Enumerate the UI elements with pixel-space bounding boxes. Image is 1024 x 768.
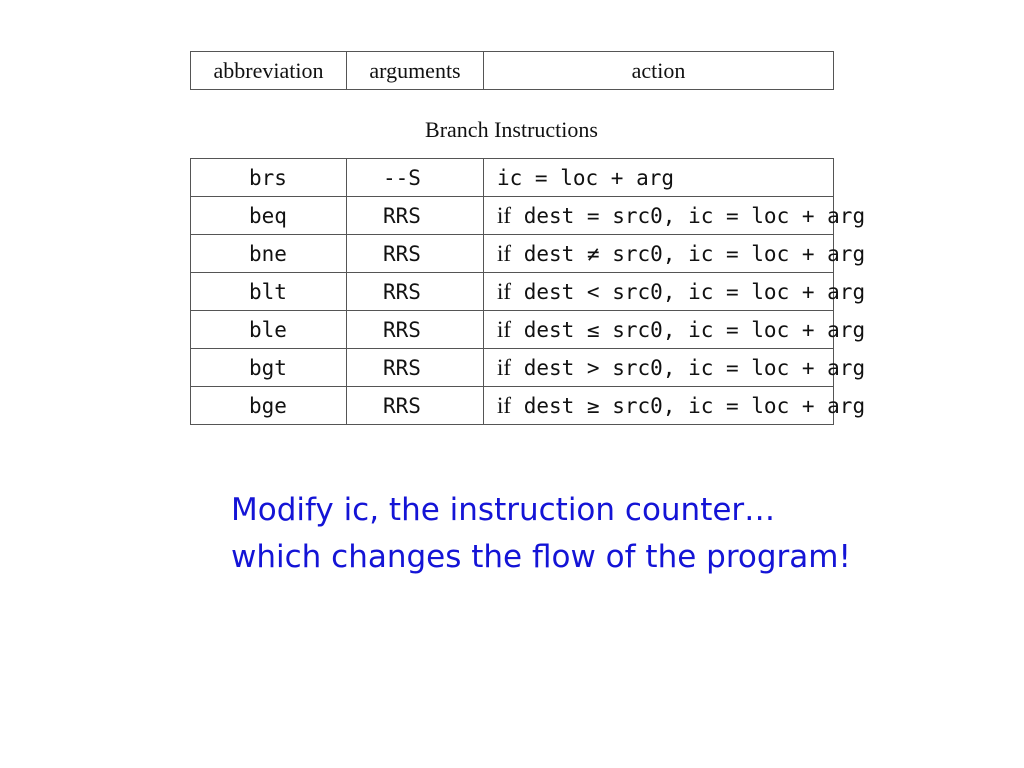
instruction-row	[191, 159, 834, 197]
caption-line-1: Modify ic, the instruction counter…	[231, 492, 776, 528]
instruction-action	[484, 235, 866, 273]
instruction-arguments: RRS	[347, 197, 484, 235]
instruction-action	[484, 159, 834, 197]
condition-keyword: if	[497, 354, 512, 380]
action-expression: dest > src0, ic = loc + arg	[523, 355, 866, 380]
column-header-table	[190, 51, 834, 90]
instruction-abbreviation: bge	[191, 387, 347, 425]
instruction-arguments: RRS	[347, 311, 484, 349]
action-expression: dest < src0, ic = loc + arg	[523, 279, 866, 304]
instruction-row	[191, 387, 834, 425]
instruction-abbreviation: bgt	[191, 349, 347, 387]
condition-keyword: if	[497, 278, 512, 304]
instruction-arguments: RRS	[347, 235, 484, 273]
instruction-arguments: RRS	[347, 349, 484, 387]
instruction-arguments: RRS	[347, 273, 484, 311]
condition-keyword: if	[497, 202, 512, 228]
instruction-action	[484, 349, 866, 387]
instruction-abbreviation: blt	[191, 273, 347, 311]
instruction-action	[484, 273, 866, 311]
condition-keyword: if	[497, 392, 512, 418]
action-expression: dest ≥ src0, ic = loc + arg	[523, 393, 866, 418]
instruction-row	[191, 273, 834, 311]
instruction-row	[191, 235, 834, 273]
condition-keyword: if	[497, 240, 512, 266]
condition-keyword: if	[497, 316, 512, 342]
instruction-action	[484, 387, 866, 425]
instruction-row	[191, 349, 834, 387]
instruction-arguments: RRS	[347, 387, 484, 425]
action-expression: ic = loc + arg	[497, 165, 675, 190]
instruction-row	[191, 197, 834, 235]
action-expression: dest ≤ src0, ic = loc + arg	[523, 317, 866, 342]
action-expression: dest ≠ src0, ic = loc + arg	[523, 241, 866, 266]
instruction-abbreviation: brs	[191, 159, 347, 197]
column-header-row	[191, 52, 834, 90]
column-header-abbreviation: abbreviation	[191, 52, 347, 90]
caption-line-2: which changes the flow of the program!	[231, 539, 851, 575]
instruction-action	[484, 311, 866, 349]
column-header-arguments: arguments	[347, 52, 484, 90]
section-title: Branch Instructions	[425, 117, 598, 142]
action-expression: dest = src0, ic = loc + arg	[523, 203, 866, 228]
branch-instructions-table	[190, 158, 866, 425]
slide-caption	[231, 487, 851, 581]
instruction-arguments: --S	[347, 159, 484, 197]
column-header-action: action	[484, 52, 834, 90]
instruction-row	[191, 311, 834, 349]
instruction-abbreviation: beq	[191, 197, 347, 235]
instruction-abbreviation: ble	[191, 311, 347, 349]
instruction-action	[484, 197, 866, 235]
instruction-abbreviation: bne	[191, 235, 347, 273]
